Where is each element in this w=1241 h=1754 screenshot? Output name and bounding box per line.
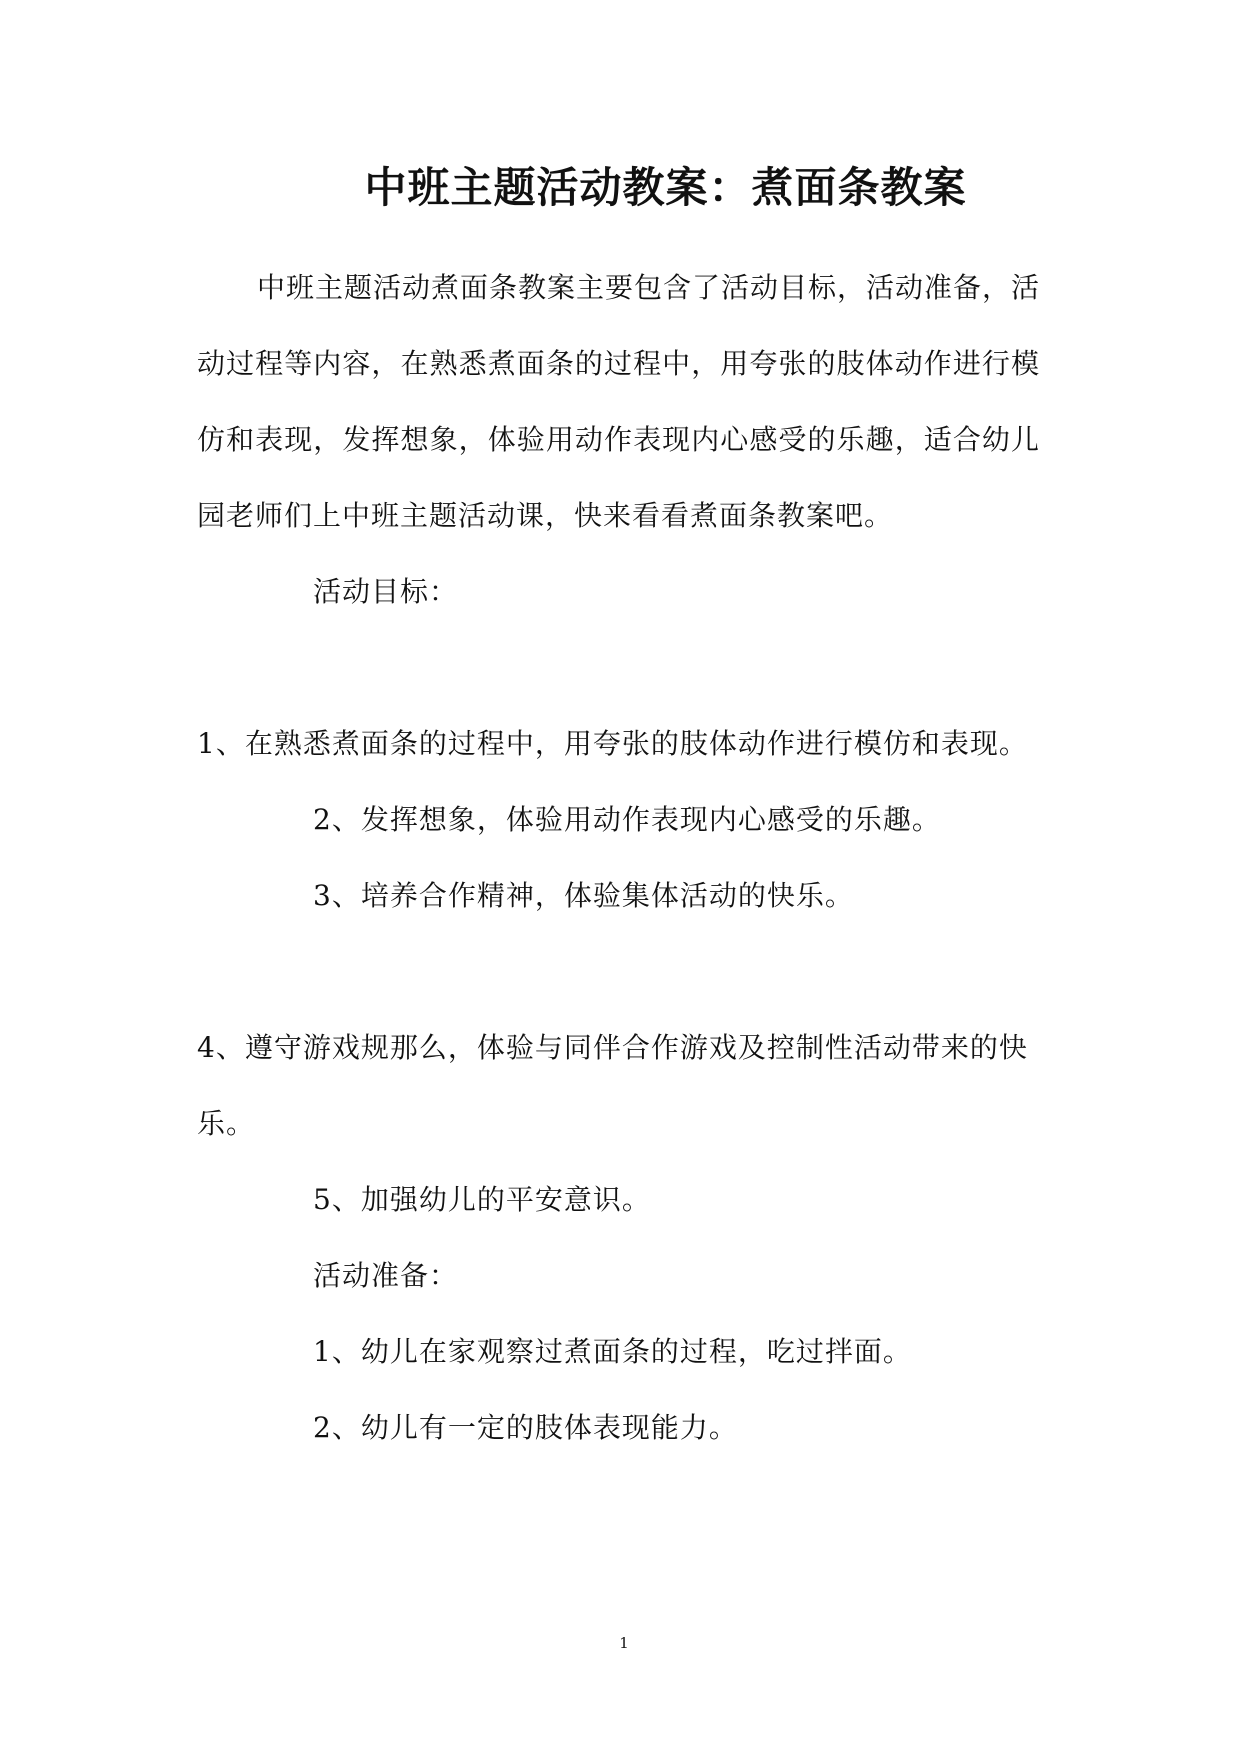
- goal-item-1: 1、在熟悉煮面条的过程中，用夸张的肢体动作进行模仿和表现。: [197, 727, 1028, 760]
- intro-line-1: 中班主题活动煮面条教案主要包含了活动目标，活动准备，活: [257, 271, 1041, 304]
- page-number: 1: [619, 1634, 629, 1652]
- intro-line-3: 仿和表现，发挥想象，体验用动作表现内心感受的乐趣，适合幼儿: [197, 423, 1040, 456]
- goal-item-4: 4、遵守游戏规那么，体验与同伴合作游戏及控制性活动带来的快: [197, 1031, 1028, 1064]
- goals-heading: 活动目标：: [313, 575, 459, 608]
- prep-heading: 活动准备：: [313, 1259, 459, 1292]
- document-title: 中班主题活动教案：煮面条教案: [364, 163, 967, 212]
- intro-line-2: 动过程等内容，在熟悉煮面条的过程中，用夸张的肢体动作进行模: [197, 347, 1040, 380]
- prep-item-1: 1、幼儿在家观察过煮面条的过程，吃过拌面。: [313, 1335, 912, 1368]
- goal-item-5: 5、加强幼儿的平安意识。: [313, 1183, 651, 1216]
- prep-item-2: 2、幼儿有一定的肢体表现能力。: [313, 1411, 738, 1444]
- goal-item-3: 3、培养合作精神，体验集体活动的快乐。: [313, 879, 854, 912]
- goal-item-2: 2、发挥想象，体验用动作表现内心感受的乐趣。: [313, 803, 941, 836]
- intro-line-4: 园老师们上中班主题活动课，快来看看煮面条教案吧。: [197, 499, 894, 532]
- goal-item-4-continued: 乐。: [197, 1107, 256, 1140]
